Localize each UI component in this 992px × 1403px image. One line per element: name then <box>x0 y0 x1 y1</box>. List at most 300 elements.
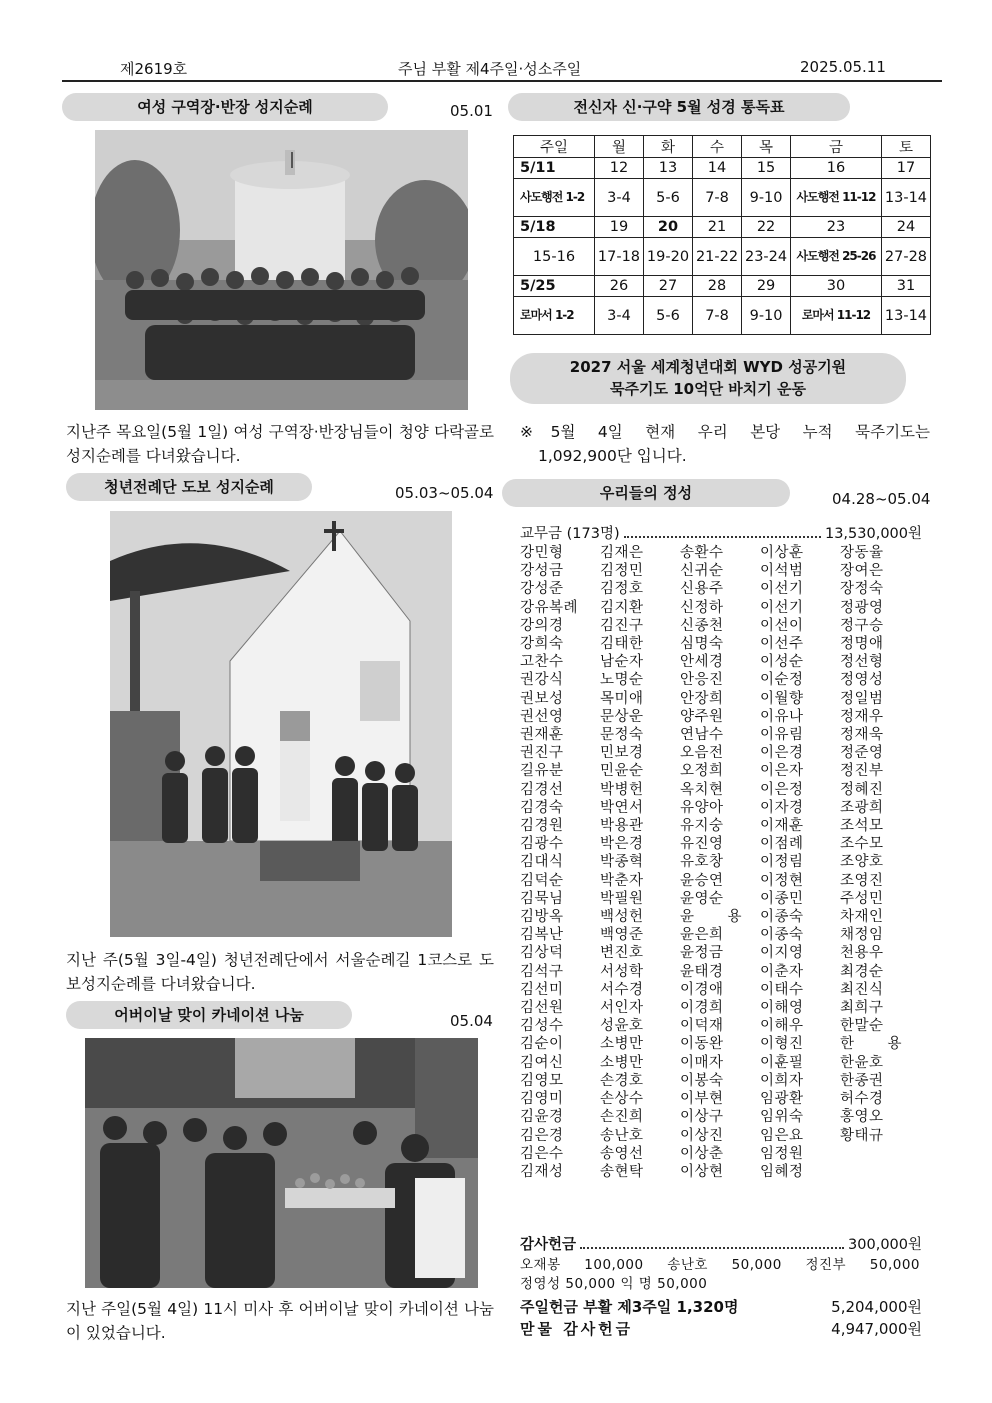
donor-name: 이선기 <box>760 599 804 616</box>
donor-name: 고찬수 <box>520 654 564 671</box>
date-cell: 20 <box>643 217 692 238</box>
section-title-youth-pilgrimage: 청년전례단 도보 성지순례 <box>66 473 312 501</box>
donor-row <box>520 853 940 871</box>
donor-name: 임은요 <box>760 1127 804 1144</box>
donor-name: 김대식 <box>520 854 564 871</box>
donor-name: 이월향 <box>760 690 804 707</box>
donor-name: 김재성 <box>520 1163 564 1180</box>
donor-row <box>520 653 940 671</box>
photo-carnation <box>85 1038 478 1288</box>
donor-name: 안장희 <box>680 690 724 707</box>
donor-name: 이춘자 <box>760 963 804 980</box>
date-cell: 17 <box>881 158 930 179</box>
donor-name: 정명애 <box>840 636 884 653</box>
donor-name: 신귀순 <box>680 563 724 580</box>
donor-name: 이경희 <box>680 1000 724 1017</box>
date-cell: 26 <box>594 276 643 297</box>
donor-name: 민보경 <box>600 745 644 762</box>
donor-name: 백영준 <box>600 927 644 944</box>
section-date: 05.03~05.04 <box>395 484 494 502</box>
leader-dots <box>580 1235 844 1249</box>
date-cell: 13 <box>643 158 692 179</box>
donor-name: 강성금 <box>520 563 564 580</box>
thanks-total-row <box>520 1235 922 1255</box>
kyomu-label: 교무금 (173명) <box>520 526 620 542</box>
donor-name: 이해영 <box>760 1000 804 1017</box>
issue-number: 제2619호 <box>120 60 188 78</box>
donor-name: 서수경 <box>600 981 644 998</box>
donor-name: 오음전 <box>680 745 724 762</box>
donor-name: 황태규 <box>840 1127 884 1144</box>
donor-name: 김방옥 <box>520 909 564 926</box>
donor-name <box>840 1163 920 1181</box>
thanks-line: 정영성 50,000 익 명 50,000 <box>520 1276 708 1292</box>
donor-name: 김덕순 <box>520 872 564 889</box>
donor-name-list <box>520 544 940 1181</box>
donor-name: 박춘자 <box>600 872 644 889</box>
donor-name: 소병만 <box>600 1036 644 1053</box>
donor-name: 김정민 <box>600 563 644 580</box>
sunday-amount: 5,204,000원 <box>831 1298 922 1316</box>
donor-name: 송난호 <box>600 1127 644 1144</box>
donor-name: 이훈필 <box>760 1054 804 1071</box>
donor-row <box>520 799 940 817</box>
donor-name: 김상덕 <box>520 945 564 962</box>
donor-name: 김은수 <box>520 1145 564 1162</box>
reading-cell: 7-8 <box>693 179 742 217</box>
donor-name: 이은경 <box>760 745 804 762</box>
reading-cell: 사도행전 1-2 <box>514 179 595 217</box>
donor-name: 김지환 <box>600 599 644 616</box>
donor-name: 서인자 <box>600 1000 644 1017</box>
donor-row <box>520 908 940 926</box>
donor-name: 조영진 <box>840 872 884 889</box>
thanks-donors <box>520 1256 920 1294</box>
section-date: 05.04 <box>450 1012 493 1030</box>
donor-name: 권강식 <box>520 672 564 689</box>
donor-name: 박병헌 <box>600 781 644 798</box>
donor-name: 옥치현 <box>680 781 724 798</box>
reading-cell: 사도행전 25-26 <box>791 238 882 276</box>
date-cell: 21 <box>693 217 742 238</box>
section-title-pilgrimage-women: 여성 구역장·반장 성지순례 <box>62 93 388 121</box>
donor-name: 임정원 <box>760 1145 804 1162</box>
reading-cell: 23-24 <box>742 238 791 276</box>
donor-name: 김순이 <box>520 1036 564 1053</box>
donor-name: 임광환 <box>760 1091 804 1108</box>
wyd-title-line1: 2027 서울 세계청년대회 WYD 성공기원 <box>569 358 847 376</box>
donor-name: 신종천 <box>680 617 724 634</box>
reading-cell: 5-6 <box>643 179 692 217</box>
donor-row <box>520 1145 940 1163</box>
section-date: 04.28~05.04 <box>832 490 931 508</box>
donor-row <box>520 617 940 635</box>
donor-name: 길유분 <box>520 763 564 780</box>
donor-row <box>520 981 940 999</box>
donor-name: 연남수 <box>680 727 724 744</box>
donor-name: 정광영 <box>840 599 884 616</box>
donor-name: 백성헌 <box>600 909 644 926</box>
donor-row <box>520 744 940 762</box>
bible-reading-table <box>513 135 931 335</box>
donor-name: 장여은 <box>840 563 884 580</box>
donor-row <box>520 1163 940 1181</box>
reading-cell: 13-14 <box>881 297 930 335</box>
donor-name: 안세경 <box>680 654 724 671</box>
donor-name: 김경숙 <box>520 799 564 816</box>
sunday-offering-row <box>520 1296 922 1318</box>
donor-name: 이경애 <box>680 981 724 998</box>
donor-name: 임위숙 <box>760 1109 804 1126</box>
date-cell: 19 <box>594 217 643 238</box>
donor-name: 김성수 <box>520 1018 564 1035</box>
donor-name: 유지숭 <box>680 818 724 835</box>
reading-cell: 27-28 <box>881 238 930 276</box>
donor-name: 이상춘 <box>680 1145 724 1162</box>
donor-name: 이부현 <box>680 1091 724 1108</box>
kyomu-amount: 13,530,000원 <box>824 526 922 542</box>
donor-name: 허수경 <box>840 1091 884 1108</box>
page-title: 주님 부활 제4주일·성소주일 <box>398 60 582 78</box>
donor-name: 문정숙 <box>600 727 644 744</box>
caption-youth: 지난 주(5월 3일-4일) 청년전례단에서 서울순례길 1코스로 도보성지순례를 다녀왔습니다. <box>66 951 494 993</box>
date-cell: 5/25 <box>514 276 595 297</box>
donor-row <box>520 708 940 726</box>
donor-name: 이재훈 <box>760 818 804 835</box>
donor-name: 한윤호 <box>840 1054 884 1071</box>
donor-name: 유호창 <box>680 854 724 871</box>
thanks-label: 감사헌금 <box>520 1237 577 1253</box>
reading-cell: 7-8 <box>693 297 742 335</box>
donor-name: 목미애 <box>600 690 644 707</box>
donor-name: 이상훈 <box>760 545 804 561</box>
donor-name: 이석범 <box>760 563 804 580</box>
donor-name: 김선미 <box>520 981 564 998</box>
donor-name: 한종권 <box>840 1072 884 1089</box>
donor-name: 이선기 <box>760 581 804 598</box>
donor-name: 이정현 <box>760 872 804 889</box>
donor-name: 강유복례 <box>520 599 579 616</box>
donor-name: 박연서 <box>600 799 644 816</box>
reading-cell: 13-14 <box>881 179 930 217</box>
malmal-label: 맏물 감사헌금 <box>520 1320 634 1338</box>
section-title-carnation: 어버이날 맞이 카네이션 나눔 <box>66 1001 352 1029</box>
donor-name: 이은정 <box>760 781 804 798</box>
reading-cell: 17-18 <box>594 238 643 276</box>
donor-name: 이선주 <box>760 636 804 653</box>
donor-row <box>520 944 940 962</box>
donor-name: 강민형 <box>520 545 564 561</box>
donor-name: 이순정 <box>760 672 804 689</box>
donor-row <box>520 1017 940 1035</box>
donor-name: 김경원 <box>520 818 564 835</box>
date-cell: 12 <box>594 158 643 179</box>
donor-name: 김태한 <box>600 636 644 653</box>
donor-name: 유양아 <box>680 799 724 816</box>
wyd-banner <box>510 353 906 404</box>
donor-name: 강의경 <box>520 617 564 634</box>
donor-name: 이동완 <box>680 1036 724 1053</box>
donor-name: 장동율 <box>840 545 884 561</box>
issue-date: 2025.05.11 <box>800 58 886 76</box>
date-cell: 15 <box>742 158 791 179</box>
donor-name: 최진식 <box>840 981 884 998</box>
donor-name: 조수모 <box>840 836 884 853</box>
donor-row <box>520 817 940 835</box>
donor-name: 이종숙 <box>760 927 804 944</box>
donor-row <box>520 1054 940 1072</box>
donor-name <box>840 1145 920 1163</box>
donor-row <box>520 690 940 708</box>
donor-name: 윤승연 <box>680 872 724 889</box>
donor-name: 김윤경 <box>520 1109 564 1126</box>
donor-name: 이정림 <box>760 854 804 871</box>
donor-name: 김은경 <box>520 1127 564 1144</box>
donor-name: 김묵님 <box>520 890 564 907</box>
date-cell: 29 <box>742 276 791 297</box>
donor-name: 박은경 <box>600 836 644 853</box>
donor-name: 정선형 <box>840 654 884 671</box>
donor-name: 이매자 <box>680 1054 724 1071</box>
reading-cell: 9-10 <box>742 179 791 217</box>
date-cell: 30 <box>791 276 882 297</box>
donor-name: 소병만 <box>600 1054 644 1071</box>
donor-row <box>520 671 940 689</box>
reading-cell: 5-6 <box>643 297 692 335</box>
kyomu-total-row <box>520 524 922 544</box>
malmal-amount: 4,947,000원 <box>831 1320 922 1338</box>
donor-name: 서성학 <box>600 963 644 980</box>
donor-name: 정재우 <box>840 708 884 725</box>
day-header: 수 <box>693 136 742 158</box>
date-cell: 5/11 <box>514 158 595 179</box>
donor-name: 이해우 <box>760 1018 804 1035</box>
section-title-bible-reading: 전신자 신·구약 5월 성경 통독표 <box>508 93 850 121</box>
donor-name: 김영모 <box>520 1072 564 1089</box>
donor-name: 이점례 <box>760 836 804 853</box>
donor-name: 변진호 <box>600 945 644 962</box>
donor-name: 김광수 <box>520 836 564 853</box>
reading-cell: 사도행전 11-12 <box>791 179 882 217</box>
day-header: 금 <box>791 136 882 158</box>
donor-name: 한말순 <box>840 1018 884 1035</box>
donor-name: 정진부 <box>840 763 884 780</box>
donor-row <box>520 872 940 890</box>
donor-name: 송현탁 <box>600 1163 644 1180</box>
donor-name: 김영미 <box>520 1091 564 1108</box>
donor-row <box>520 1090 940 1108</box>
donor-row <box>520 835 940 853</box>
donor-name: 이덕재 <box>680 1018 724 1035</box>
donor-row <box>520 890 940 908</box>
donor-name: 권보성 <box>520 690 564 707</box>
donor-name: 김재은 <box>600 545 644 561</box>
donor-name: 채정임 <box>840 927 884 944</box>
day-header: 목 <box>742 136 791 158</box>
donor-name: 성윤호 <box>600 1018 644 1035</box>
day-header: 화 <box>643 136 692 158</box>
donor-name: 강성준 <box>520 581 564 598</box>
donor-name: 신정하 <box>680 599 724 616</box>
date-cell: 31 <box>881 276 930 297</box>
donor-name: 이성순 <box>760 654 804 671</box>
donor-name: 문상운 <box>600 708 644 725</box>
donor-name: 윤태경 <box>680 963 724 980</box>
reading-cell: 19-20 <box>643 238 692 276</box>
donor-name: 홍영오 <box>840 1109 884 1126</box>
donor-row <box>520 1072 940 1090</box>
donor-row <box>520 781 940 799</box>
donor-row <box>520 1127 940 1145</box>
reading-cell: 로마서 11-12 <box>791 297 882 335</box>
sunday-label: 주일헌금 부활 제3주일 1,320명 <box>520 1298 739 1316</box>
donor-name: 남순자 <box>600 654 644 671</box>
donor-name: 조양호 <box>840 854 884 871</box>
wyd-title-line2: 묵주기도 10억단 바치기 운동 <box>610 380 806 398</box>
donor-name: 이종민 <box>760 890 804 907</box>
donor-name: 권재훈 <box>520 727 564 744</box>
date-cell: 28 <box>693 276 742 297</box>
reading-cell: 3-4 <box>594 179 643 217</box>
reading-cell: 3-4 <box>594 297 643 335</box>
donor-name: 정일범 <box>840 690 884 707</box>
donor-name: 송환수 <box>680 545 724 561</box>
thanks-line: 오재봉 100,000 송난호 50,000 정진부 50,000 <box>520 1257 920 1273</box>
date-cell: 24 <box>881 217 930 238</box>
wyd-note <box>520 420 930 468</box>
donor-name: 천용우 <box>840 945 884 962</box>
reading-cell: 로마서 1-2 <box>514 297 595 335</box>
donor-name: 이종숙 <box>760 909 804 926</box>
donor-name: 이유나 <box>760 708 804 725</box>
donor-name: 장정숙 <box>840 581 884 598</box>
donor-name: 권선영 <box>520 708 564 725</box>
date-cell: 14 <box>693 158 742 179</box>
first-fruits-row <box>520 1318 922 1340</box>
section-date: 05.01 <box>450 102 493 120</box>
donor-name: 이봉숙 <box>680 1072 724 1089</box>
donor-name: 이자경 <box>760 799 804 816</box>
date-cell: 27 <box>643 276 692 297</box>
donor-name: 권진구 <box>520 745 564 762</box>
wyd-note-line2: 1,092,900단 입니다. <box>538 447 687 465</box>
leader-dots <box>624 524 821 538</box>
donor-name: 정재욱 <box>840 727 884 744</box>
donor-name: 박종혁 <box>600 854 644 871</box>
reading-cell: 15-16 <box>514 238 595 276</box>
donor-name: 이상현 <box>680 1163 724 1180</box>
donor-name: 이상구 <box>680 1109 724 1126</box>
donor-name: 윤은희 <box>680 927 724 944</box>
donor-name: 송영선 <box>600 1145 644 1162</box>
donor-name: 김복난 <box>520 927 564 944</box>
donor-name: 이형진 <box>760 1036 804 1053</box>
header-rule <box>62 80 942 82</box>
donor-name: 조석모 <box>840 818 884 835</box>
photo-women-group <box>95 130 468 410</box>
day-header: 월 <box>594 136 643 158</box>
donor-name: 윤정금 <box>680 945 724 962</box>
donor-name: 김정호 <box>600 581 644 598</box>
donor-row <box>520 926 940 944</box>
donor-name: 손상수 <box>600 1091 644 1108</box>
donor-name: 양주원 <box>680 708 724 725</box>
donor-row <box>520 599 940 617</box>
date-cell: 22 <box>742 217 791 238</box>
donor-name: 이태수 <box>760 981 804 998</box>
thanks-amount: 300,000원 <box>848 1237 922 1253</box>
donor-name: 김선원 <box>520 1000 564 1017</box>
donor-name: 오정희 <box>680 763 724 780</box>
donor-name: 한 용 <box>840 1036 902 1053</box>
donor-row <box>520 762 940 780</box>
reading-cell: 21-22 <box>693 238 742 276</box>
donor-name: 임혜정 <box>760 1163 804 1180</box>
donor-name: 박필원 <box>600 890 644 907</box>
date-cell: 16 <box>791 158 882 179</box>
day-header: 주일 <box>514 136 595 158</box>
donor-name: 주성민 <box>840 890 884 907</box>
date-cell: 5/18 <box>514 217 595 238</box>
donor-row <box>520 1035 940 1053</box>
donor-name: 심명숙 <box>680 636 724 653</box>
donor-name: 조광희 <box>840 799 884 816</box>
donor-name: 정영성 <box>840 672 884 689</box>
section-title-offering: 우리들의 정성 <box>502 479 790 507</box>
donor-row <box>520 562 940 580</box>
donor-name: 이선이 <box>760 617 804 634</box>
donor-name: 정준영 <box>840 745 884 762</box>
donor-row <box>520 1108 940 1126</box>
donor-name: 신용주 <box>680 581 724 598</box>
donor-row <box>520 726 940 744</box>
donor-name: 차재인 <box>840 909 884 926</box>
donor-name: 김진구 <box>600 617 644 634</box>
date-cell: 23 <box>791 217 882 238</box>
reading-cell: 9-10 <box>742 297 791 335</box>
donor-name: 김경선 <box>520 781 564 798</box>
donor-row <box>520 580 940 598</box>
caption-women: 지난주 목요일(5월 1일) 여성 구역장·반장님들이 청양 다락골로 성지순례를 다녀왔습니다. <box>66 423 494 465</box>
donor-name: 이은자 <box>760 763 804 780</box>
donor-name: 최희구 <box>840 1000 884 1017</box>
donor-name: 최경순 <box>840 963 884 980</box>
caption-carnation: 지난 주일(5월 4일) 11시 미사 후 어버이날 맞이 카네이션 나눔이 있었습니다. <box>66 1300 494 1342</box>
donor-name: 박용관 <box>600 818 644 835</box>
donor-name: 안응진 <box>680 672 724 689</box>
day-header: 토 <box>881 136 930 158</box>
donor-name: 민윤순 <box>600 763 644 780</box>
donor-row <box>520 999 940 1017</box>
donor-name: 유진영 <box>680 836 724 853</box>
wyd-note-line1: ※5월 4일 현재 우리 본당 누적 묵주기도는 <box>520 423 930 441</box>
donor-name: 손진희 <box>600 1109 644 1126</box>
donor-name: 이희자 <box>760 1072 804 1089</box>
donor-name: 김석구 <box>520 963 564 980</box>
donor-name: 이지영 <box>760 945 804 962</box>
donor-name: 노명순 <box>600 672 644 689</box>
donor-name: 이유림 <box>760 727 804 744</box>
donor-name: 강희숙 <box>520 636 564 653</box>
donor-name: 윤 용 <box>680 909 742 926</box>
donor-row <box>520 544 940 562</box>
donor-name: 정혜진 <box>840 781 884 798</box>
donor-name: 김여신 <box>520 1054 564 1071</box>
donor-name: 손경호 <box>600 1072 644 1089</box>
donor-row <box>520 635 940 653</box>
donor-row <box>520 963 940 981</box>
photo-youth-church <box>110 511 452 937</box>
